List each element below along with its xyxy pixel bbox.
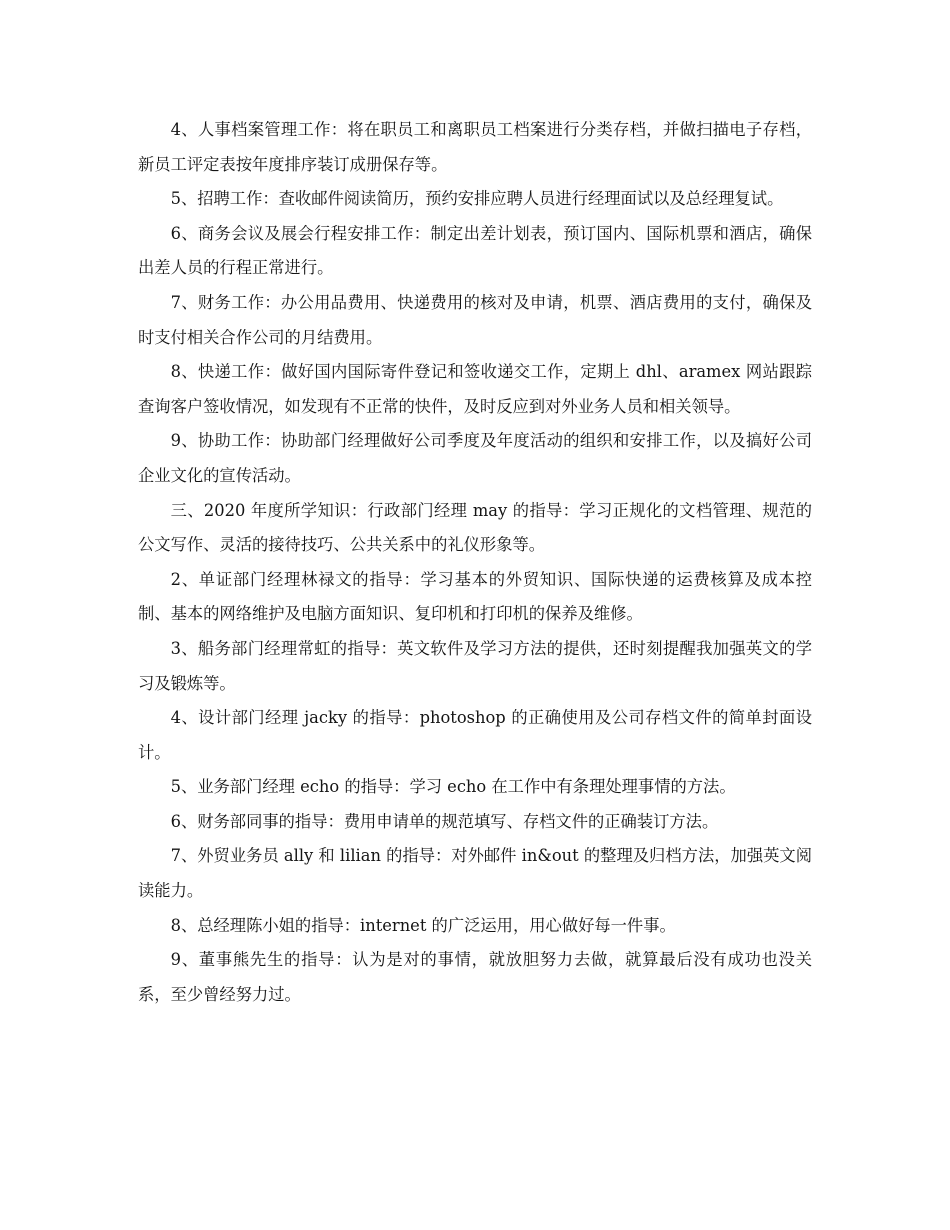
paragraph-assistance: 9、协助工作：协助部门经理做好公司季度及年度活动的组织和安排工作，以及搞好公司企业文化的宣传活动。 xyxy=(138,431,812,485)
paragraph-hr-archives: 4、人事档案管理工作：将在职员工和离职员工档案进行分类存档，并做扫描电子存档，新员工评定表按年度排序装订成册保存等。 xyxy=(138,120,812,174)
paragraph-documents-dept: 2、单证部门经理林禄文的指导：学习基本的外贸知识、国际快递的运费核算及成本控制、基本的网络维护及电脑方面知识、复印机和打印机的保养及维修。 xyxy=(138,569,812,624)
paragraph-recruitment: 5、招聘工作：查收邮件阅读简历，预约安排应聘人员进行经理面试以及总经理复试。 xyxy=(170,189,784,209)
paragraph-general-manager: 8、总经理陈小姐的指导：internet 的广泛运用，用心做好每一件事。 xyxy=(170,915,676,935)
paragraph-design-dept: 4、设计部门经理 jacky 的指导：photoshop 的正确使用及公司存档文件的简单封面设计。 xyxy=(138,708,812,762)
paragraph-shipping-dept: 3、船务部门经理常虹的指导：英文软件及学习方法的提供，还时刻提醒我加强英文的学习及锻炼等。 xyxy=(138,638,812,693)
paragraph-knowledge-learned: 三、2020 年度所学知识：行政部门经理 may 的指导：学习正规化的文档管理、规范的公文写作、灵活的接待技巧、公共关系中的礼仪形象等。 xyxy=(138,500,812,555)
paragraph-finance: 7、财务工作：办公用品费用、快递费用的核对及申请，机票、酒店费用的支付，确保及时支付相关合作公司的月结费用。 xyxy=(138,292,812,347)
paragraph-trade-staff: 7、外贸业务员 ally 和 lilian 的指导：对外邮件 in&out 的整理及归档方法，加强英文阅读能力。 xyxy=(138,846,812,901)
document-body xyxy=(138,113,812,1012)
paragraph-business-travel: 6、商务会议及展会行程安排工作：制定出差计划表，预订国内、国际机票和酒店，确保出差人员的行程正常进行。 xyxy=(138,223,812,278)
paragraph-finance-colleagues: 6、财务部同事的指导：费用申请单的规范填写、存档文件的正确装订方法。 xyxy=(170,811,719,831)
paragraph-sales-dept: 5、业务部门经理 echo 的指导：学习 echo 在工作中有条理处理事情的方法。 xyxy=(170,777,736,797)
paragraph-express-delivery: 8、快递工作：做好国内国际寄件登记和签收递交工作，定期上 dhl、aramex 网站跟踪查询客户签收情况，如发现有不正常的快件，及时反应到对外业务人员和相关领导。 xyxy=(138,362,812,416)
paragraph-director: 9、董事熊先生的指导：认为是对的事情，就放胆努力去做，就算最后没有成功也没关系，至少曾经努力过。 xyxy=(138,950,812,1004)
